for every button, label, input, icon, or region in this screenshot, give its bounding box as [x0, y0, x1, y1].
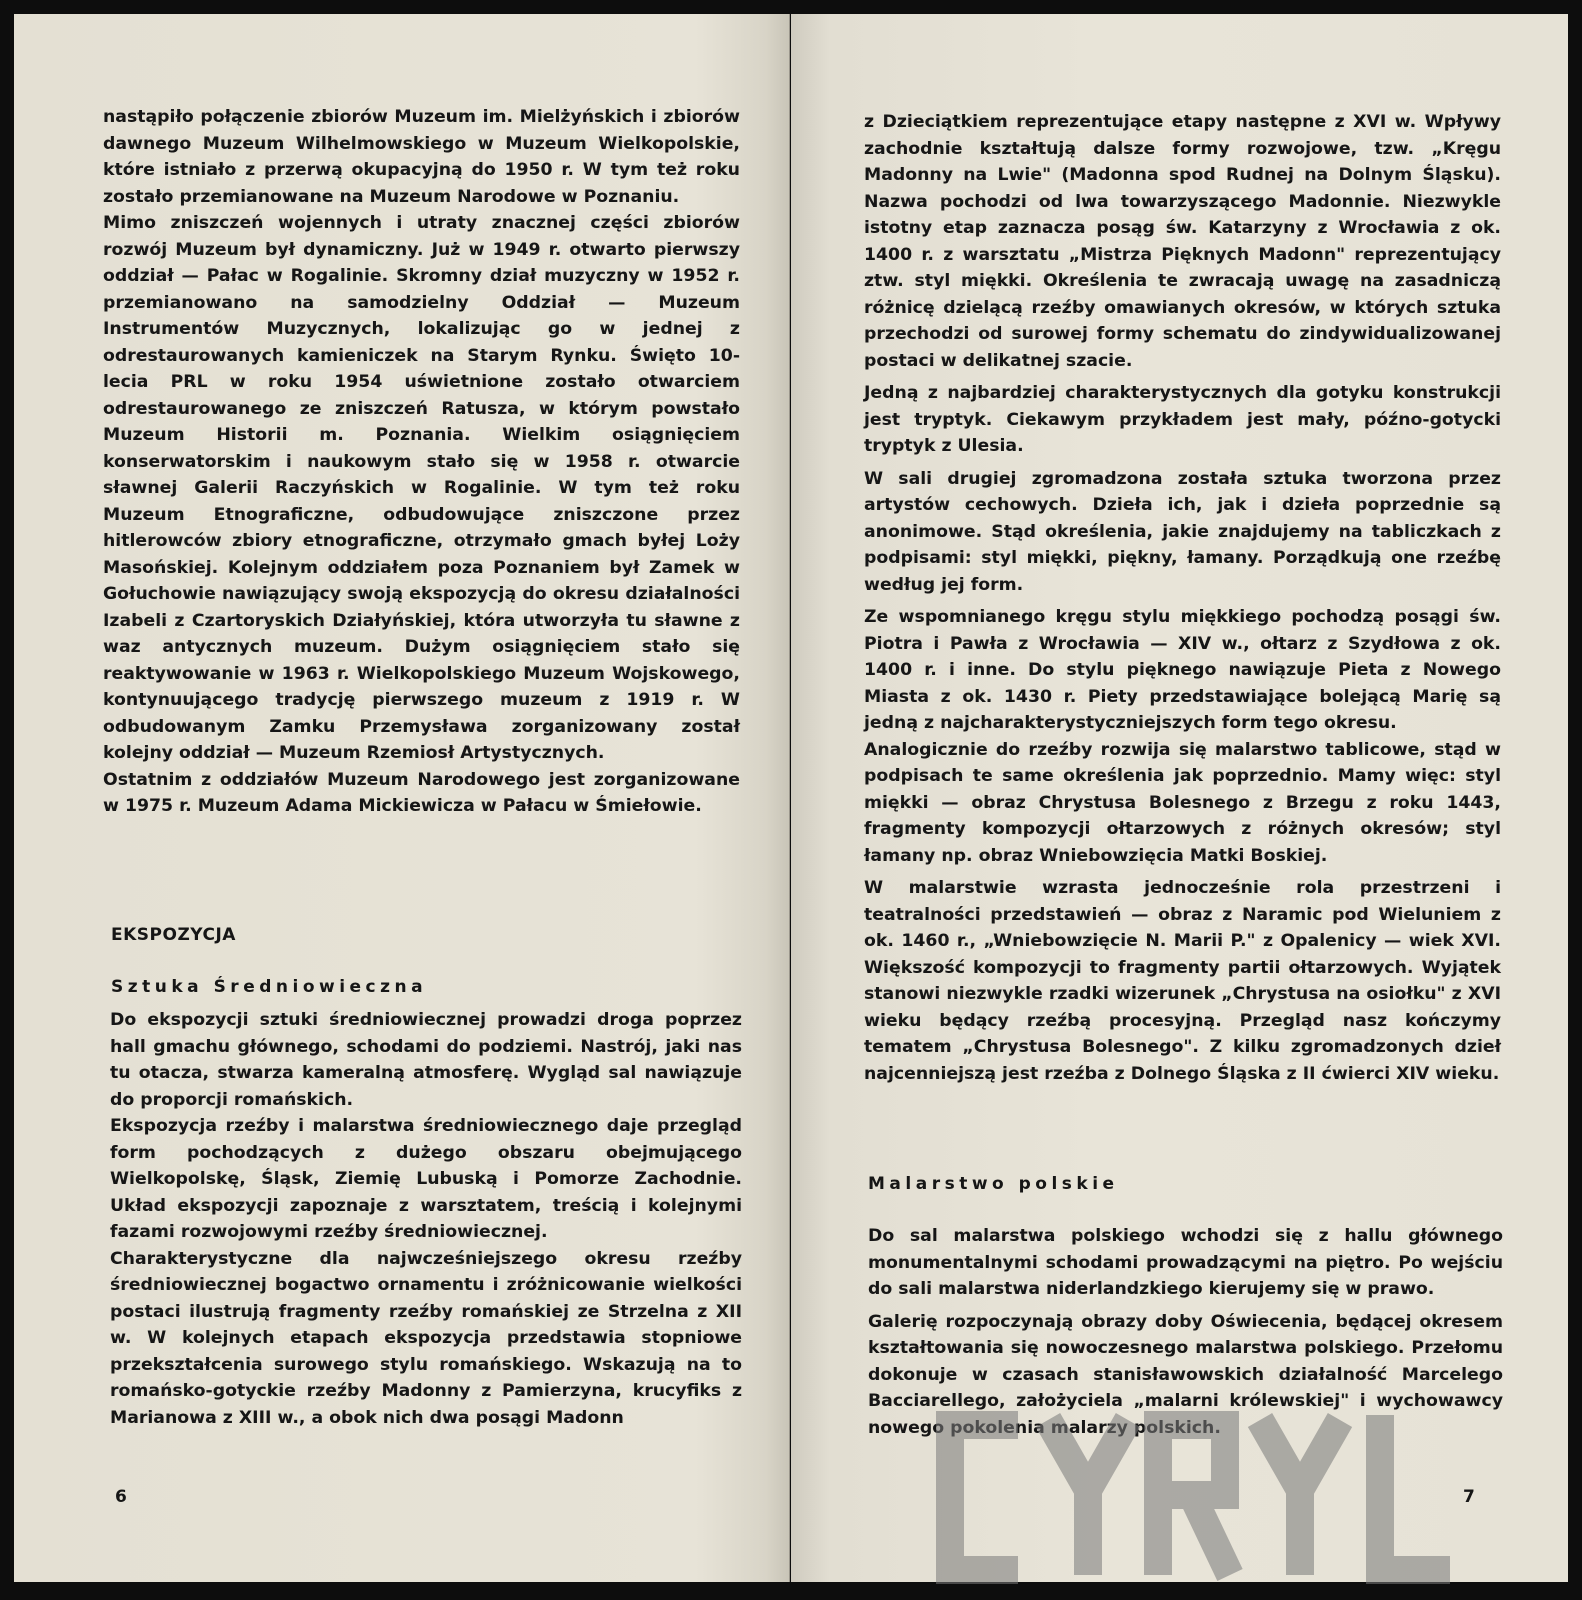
paragraph: nastąpiło połączenie zbiorów Muzeum im. Mielżyńskich i zbiorów dawnego Muzeum Wilhelmowskiego w Muzeum Wielkopolskie, które istniało z przerwą okupacyjną do 1950 r. W tym też roku zostało przemianowane na Muzeum Narodowe w Poznaniu.	[103, 107, 740, 207]
paragraph: Ekspozycja rzeźby i malarstwa średniowiecznego daje przegląd form pochodzących z dużego obszaru obejmującego Wielkopolskę, Śląsk, Ziemię Lubuską i Pomorze Zachodnie. Układ ekspozycji zapoznaje z warsztatem, treścią i kolejnymi fazami rozwojowymi rzeźby średniowiecznej.	[110, 1116, 742, 1242]
paragraph: Analogicznie do rzeźby rozwija się malarstwo tablicowe, stąd w podpisach te same określenia jak poprzednio. Mamy więc: styl miękki — obraz Chrystusa Bolesnego z Brzegu z roku 1443, fragmenty kompozycji ołtarzowych z różnych okresów; styl łamany np. obraz Wniebowzięcia Matki Boskiej.	[864, 739, 1501, 866]
page-number: 6	[115, 1487, 127, 1507]
right-text-block-1	[864, 109, 1501, 1087]
paragraph: Charakterystyczne dla najwcześniejszego okresu rzeźby średniowiecznej bogactwo ornamentu i zróżnicowanie wielkości postaci ilustrują fragmenty rzeźby romańskiej ze Strzelna z XII w. W kolejnych etapach ekspozycja przedstawia stopniowe przekształcenia surowego stylu romańskiego. Wskazują na to romańsko-gotyckie rzeźby Madonny z Pamierzyna, krucyfiks z Marianowa z XIII w., a obok nich dwa posągi Madonn	[110, 1248, 742, 1428]
paragraph: Ostatnim z oddziałów Muzeum Narodowego jest zorganizowane w 1975 r. Muzeum Adama Mickiewicza w Pałacu w Śmiełowie.	[103, 769, 740, 816]
left-text-block-1	[103, 104, 740, 820]
paragraph: Ze wspomnianego kręgu stylu miękkiego pochodzą posągi św. Piotra i Pawła z Wrocławia — XIV w., ołtarz z Szydłowa z ok. 1400 r. i inne. Do stylu pięknego nawiązuje Pieta z Nowego Miasta z ok. 1430 r. Piety przedstawiające bolejącą Marię są jedną z najcharakterystyczniejszych form tego okresu.	[864, 607, 1501, 733]
left-page	[14, 14, 790, 1582]
right-page	[791, 14, 1568, 1582]
subheading: Sztuka Średniowieczna	[111, 977, 428, 997]
paragraph: Jedną z najbardziej charakterystycznych dla gotyku konstrukcji jest tryptyk. Ciekawym przykładem jest mały, późno-gotycki tryptyk z Ulesia.	[864, 383, 1501, 456]
page-number: 7	[1463, 1487, 1475, 1507]
paragraph: z Dzieciątkiem reprezentujące etapy następne z XVI w. Wpływy zachodnie kształtują dalsze formy rozwojowe, tzw. „Kręgu Madonny na Lwie" (Madonna spod Rudnej na Dolnym Śląsku). Nazwa pochodzi od lwa towarzyszącego Madonnie. Niezwykle istotny etap zaznacza posąg św. Katarzyny z Wrocławia z ok. 1400 r. z warsztatu „Mistrza Pięknych Madonn" reprezentujący ztw. styl miękki. Określenia te zwracają uwagę na zasadniczą różnicę dzielącą rzeźby omawianych okresów, w których sztuka przechodzi od surowej formy schematu do zindywidualizowanej postaci w delikatnej szacie.	[864, 112, 1501, 371]
watermark-logo	[930, 1395, 1550, 1595]
paragraph: W malarstwie wzrasta jednocześnie rola przestrzeni i teatralności przedstawień — obraz z Naramic pod Wieluniem z ok. 1460 r., „Wniebowzięcie N. Marii P." z Opalenicy — wiek XVI. Większość kompozycji to fragmenty partii ołtarzowych. Wyjątek stanowi niezwykle rzadki wizerunek „Chrystusa na osiołku" z XVI wieku będący rzeźbą procesyjną. Przegląd nasz kończymy tematem „Chrystusa Bolesnego". Z kilku zgromadzonych dzieł najcenniejszą jest rzeźba z Dolnego Śląska z II ćwierci XIV wieku.	[864, 878, 1501, 1084]
paragraph: W sali drugiej zgromadzona została sztuka tworzona przez artystów cechowych. Dzieła ich, jak i dzieła poprzednie są anonimowe. Stąd określenia, jakie znajdujemy na tabliczkach z podpisami: styl miękki, piękny, łamany. Porządkują one rzeźbę według jej form.	[864, 468, 1501, 595]
paragraph: Mimo zniszczeń wojennych i utraty znacznej części zbiorów rozwój Muzeum był dynamiczny. Już w 1949 r. otwarto pierwszy oddział — Pałac w Rogalinie. Skromny dział muzyczny w 1952 r. przemianowano na samodzielny Oddział — Muzeum Instrumentów Muzycznych, lokalizując go w jednej z odrestaurowanych kamieniczek na Starym Rynku. Święto 10-lecia PRL w roku 1954 uświetnione zostało otwarciem odrestaurowanego ze zniszczeń Ratusza, w którym powstało Muzeum Historii m. Poznania. Wielkim osiągnięciem konserwatorskim i naukowym stało się w 1958 r. otwarcie sławnej Galerii Raczyńskich w Rogalinie. W tym też roku Muzeum Etnograficzne, odbudowujące zniszczone przez hitlerowców zbiory etnograficzne, otrzymało gmach byłej Loży Masońskiej. Kolejnym oddziałem poza Poznaniem był Zamek w Gołuchowie nawiązujący swoją ekspozycją do okresu działalności Izabeli z Czartoryskich Działyńskiej, która utworzyła tu sławne z waz antycznych muzeum. Dużym osiągnięciem stało się reaktywowanie w 1963 r. Wielkopolskiego Muzeum Wojskowego, kontynuującego tradycję pierwszego muzeum z 1919 r. W odbudowanym Zamku Przemysława zorganizowany został kolejny oddział — Muzeum Rzemiosł Artystycznych.	[103, 213, 740, 763]
paragraph: Galerię rozpoczynają obrazy doby Oświecenia, będącej okresem kształtowania się nowoczesnego malarstwa polskiego. Przełomu dokonuje w czasach stanisławowskich działalność Marcelego Bacciarellego, założyciela „malarni królewskiej" i wychowawcy nowego pokolenia malarzy polskich.	[868, 1311, 1503, 1438]
section-heading: EKSPOZYCJA	[111, 925, 236, 945]
paragraph: Do ekspozycji sztuki średniowiecznej prowadzi droga poprzez hall gmachu głównego, schodami do podziemi. Nastrój, jaki nas tu otacza, stwarza kameralną atmosferę. Wygląd sal nawiązuje do proporcji romańskich.	[110, 1010, 742, 1110]
subheading: Malarstwo polskie	[868, 1174, 1119, 1194]
paragraph: Do sal malarstwa polskiego wchodzi się z hallu głównego monumentalnymi schodami prowadzącymi na piętro. Po wejściu do sali malarstwa niderlandzkiego kierujemy się w prawo.	[868, 1226, 1503, 1299]
left-text-block-2	[110, 1007, 742, 1431]
